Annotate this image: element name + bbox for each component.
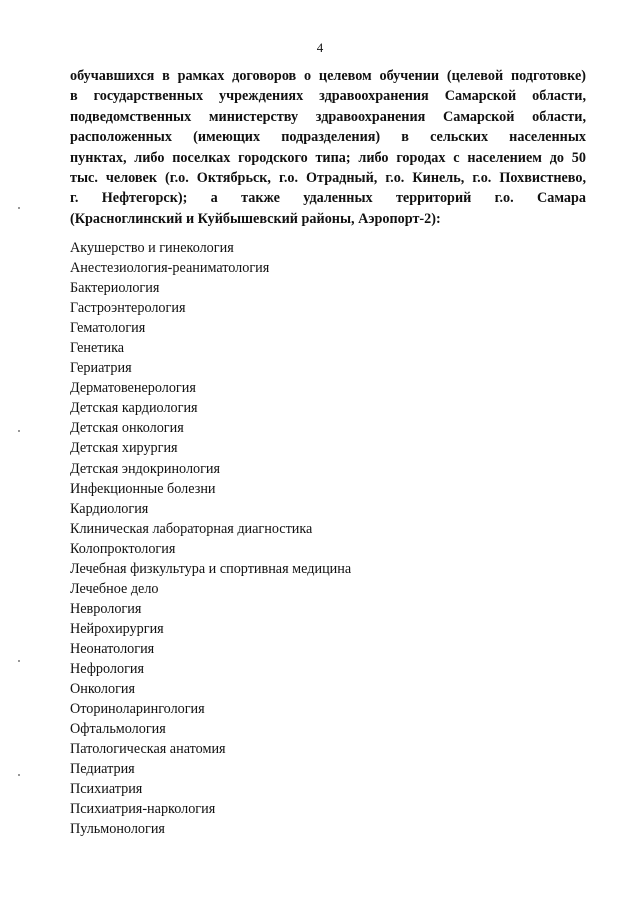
list-item: Лечебная физкультура и спортивная медицина <box>70 560 352 577</box>
specialty-list <box>70 238 590 839</box>
intro-line: расположенных (имеющих подразделения) в сельских населенных <box>70 129 586 146</box>
list-item: Лечебное дело <box>70 580 159 597</box>
list-item: Генетика <box>70 340 125 357</box>
list-item: Инфекционные болезни <box>70 480 216 497</box>
list-item: Гематология <box>70 320 146 337</box>
intro-line: (Красноглинский и Куйбышевский районы, Аэропорт-2): <box>70 210 441 227</box>
list-item: Бактериология <box>70 280 160 297</box>
page-number: 4 <box>316 40 324 55</box>
list-item: Психиатрия <box>70 781 143 798</box>
intro-line: пунктах, либо поселках городского типа; либо городах с населением до 50 <box>70 149 586 166</box>
list-item: Детская эндокринология <box>70 460 221 477</box>
list-item: Детская хирургия <box>70 440 178 457</box>
intro-line: тыс. человек (г.о. Октябрьск, г.о. Отрадный, г.о. Кинель, г.о. Похвистнево, <box>70 170 586 187</box>
intro-paragraph <box>70 66 586 229</box>
list-item: Детская онкология <box>70 420 184 437</box>
intro-line: г. Нефтегорск); а также удаленных территорий г.о. Самара <box>70 190 586 207</box>
list-item: Клиническая лабораторная диагностика <box>70 520 313 537</box>
list-item: Детская кардиология <box>70 400 198 417</box>
scan-speck <box>18 774 20 776</box>
list-item: Гериатрия <box>70 360 132 377</box>
scan-speck <box>18 660 20 662</box>
list-item: Офтальмология <box>70 721 166 738</box>
list-item: Дерматовенерология <box>70 380 196 397</box>
list-item: Колопроктология <box>70 540 176 557</box>
intro-line: в государственных учреждениях здравоохранения Самарской области, <box>70 88 586 105</box>
list-item: Неонатология <box>70 640 155 657</box>
list-item: Гастроэнтерология <box>70 300 186 317</box>
scan-speck <box>18 430 20 432</box>
list-item: Онкология <box>70 681 136 698</box>
list-item: Неврология <box>70 600 142 617</box>
list-item: Акушерство и гинекология <box>70 240 234 256</box>
scan-speck <box>18 207 20 209</box>
list-item: Оториноларингология <box>70 701 205 718</box>
list-item: Психиатрия-наркология <box>70 801 216 818</box>
list-item: Нефрология <box>70 660 145 677</box>
list-item: Кардиология <box>70 500 149 517</box>
list-item: Патологическая анатомия <box>70 741 226 758</box>
list-item: Пульмонология <box>70 821 165 838</box>
intro-line: обучавшихся в рамках договоров о целевом обучении (целевой подготовке) <box>70 68 586 84</box>
list-item: Анестезиология-реаниматология <box>70 260 270 277</box>
intro-line: подведомственных министерству здравоохранения Самарской области, <box>70 108 586 125</box>
list-item: Педиатрия <box>70 761 135 778</box>
list-item: Нейрохирургия <box>70 620 164 637</box>
